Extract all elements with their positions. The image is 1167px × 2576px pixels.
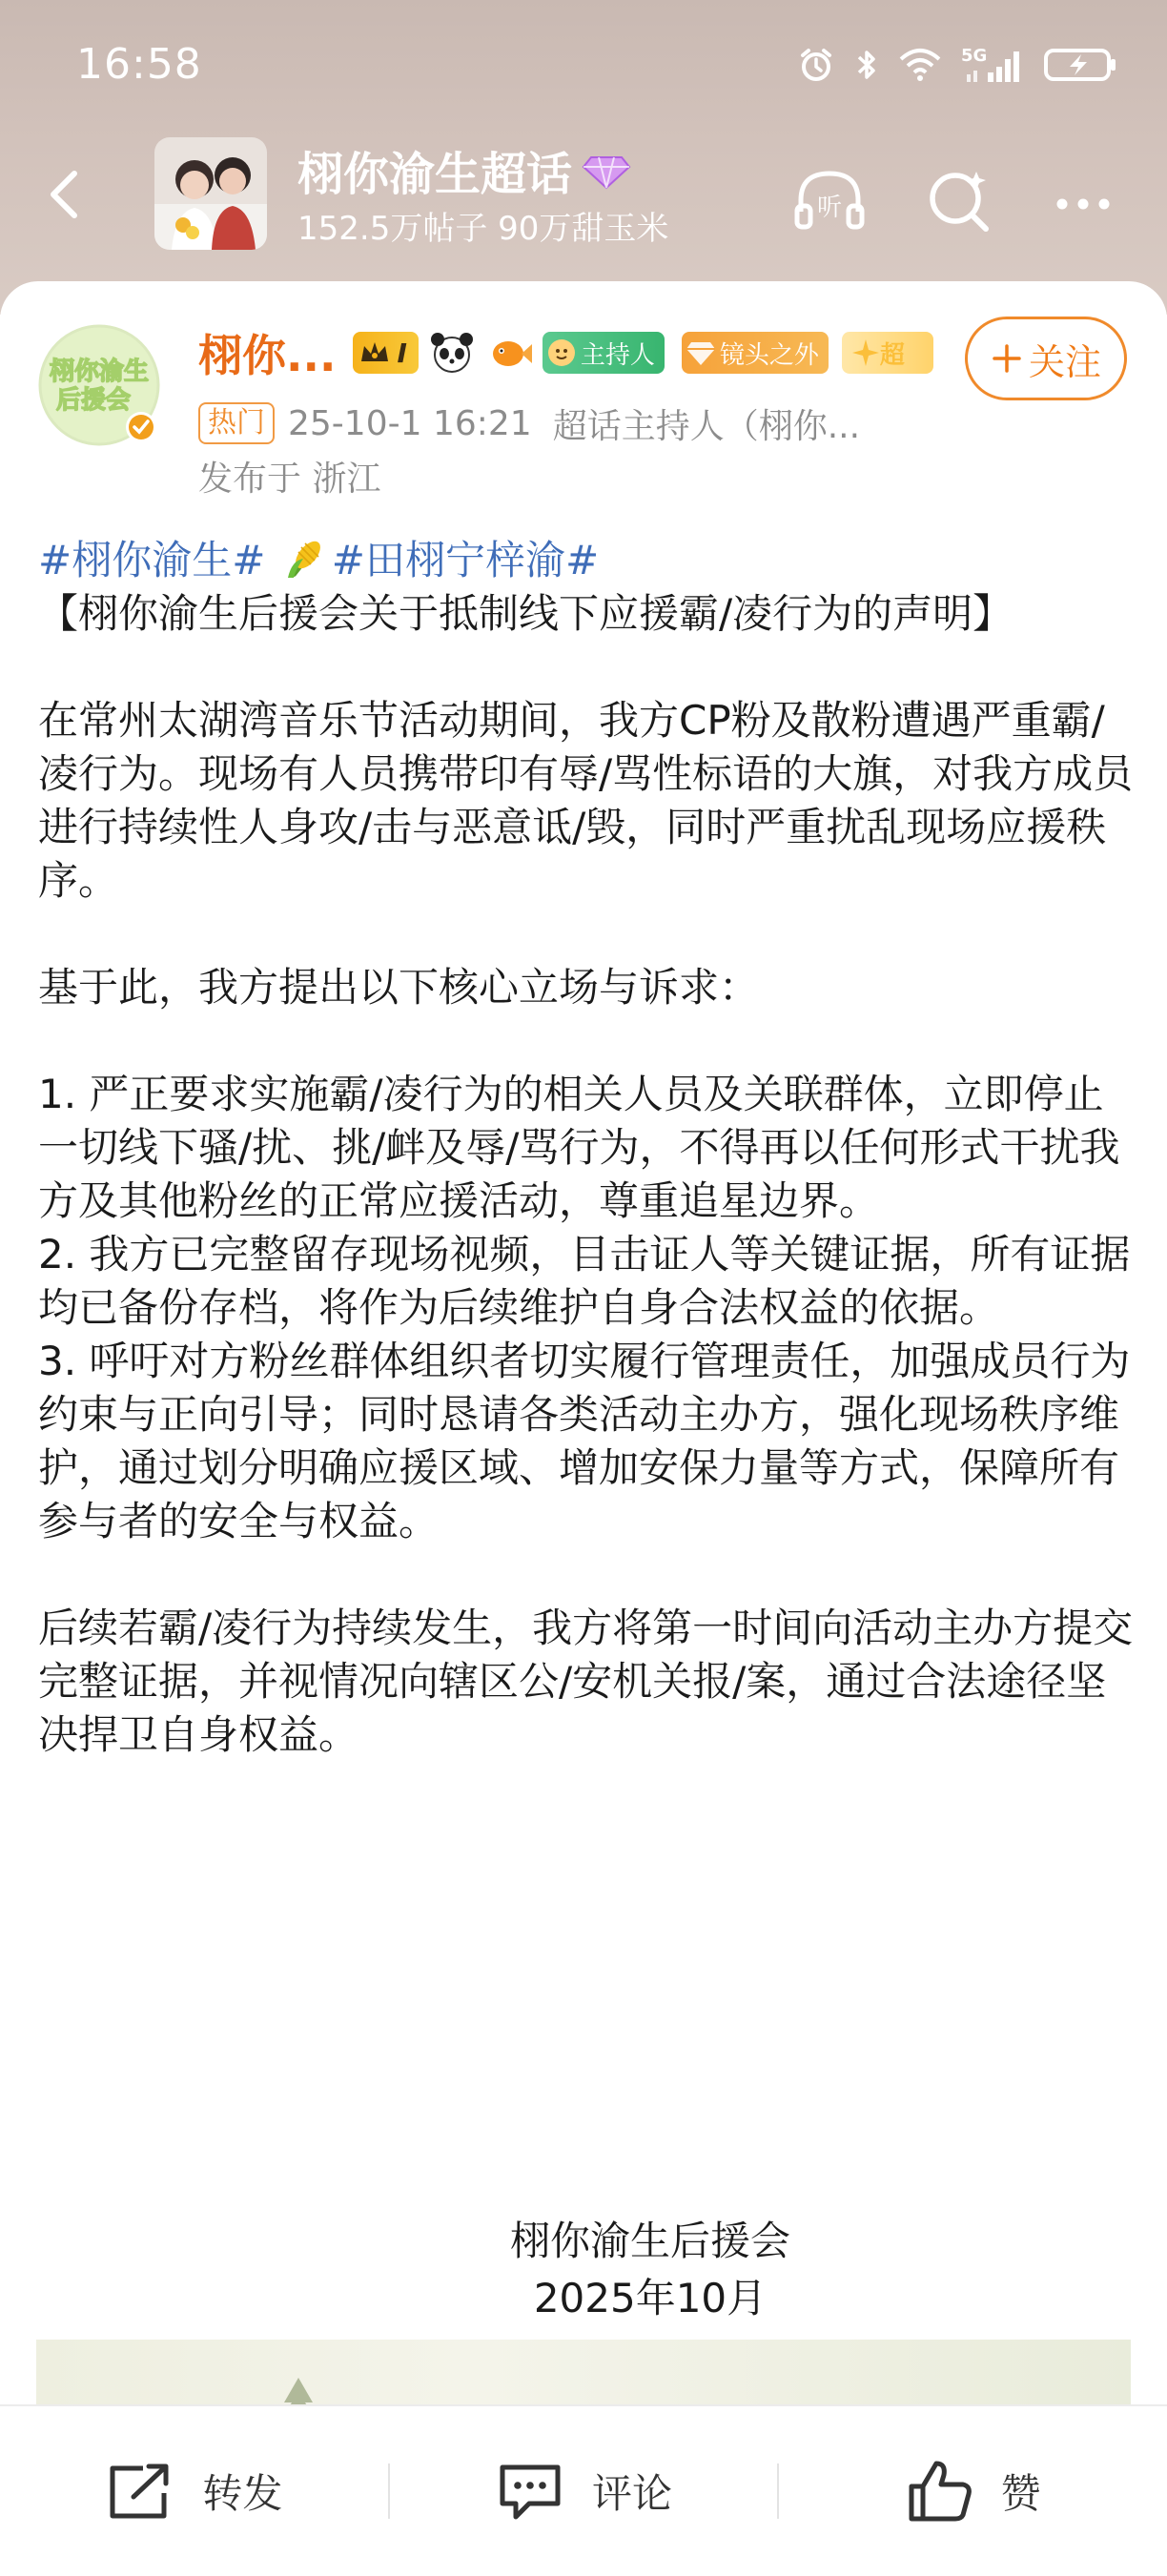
paragraph-3: 1. 严正要求实施霸/凌行为的相关人员及关联群体，立即停止一切线下骚/扰、挑/衅及辱/骂行为，不得再以任何形式干扰我方及其他粉丝的正常应援活动，尊重追星边界。 — [38, 1071, 1120, 1224]
comment-button[interactable] — [390, 2406, 778, 2576]
post-source: 超话主持人（栩你... — [552, 406, 861, 446]
goldfish-icon — [485, 331, 533, 375]
hashtag-line — [38, 534, 1135, 587]
sparkle-star-icon — [851, 338, 880, 367]
svg-text:栩你渝生: 栩你渝生 — [49, 358, 150, 386]
bottom-action-bar — [0, 2404, 1167, 2576]
host-badge[interactable] — [543, 332, 665, 374]
statement-title: 【栩你渝生后援会关于抵制线下应援霸/凌行为的声明】 — [38, 590, 1013, 637]
status-bar — [0, 0, 1167, 133]
paragraph-1: 在常州太湖湾音乐节活动期间，我方CP粉及散粉遭遇严重霸/凌行为。现场有人员携带印有辱/骂性标语的大旗，对我方成员进行持续性人身攻/击与恶意诋/毁，同时严重扰乱现场应援秩序。 — [38, 697, 1134, 904]
comment-label: 评论 — [592, 2470, 673, 2517]
paragraph-5: 3. 呼吁对方粉丝群体组织者切实履行管理责任，加强成员行为约束与正向引导；同时恳请各类活动主办方，强化现场秩序维护，通过划分明确应援区域、增加安保力量等方式，保障所有参与者的安全与权益。 — [38, 1338, 1131, 1544]
post-meta — [198, 399, 860, 448]
topic-title-text: 栩你渝生超话 — [297, 148, 573, 201]
panda-icon — [428, 331, 476, 375]
signature-org: 栩你渝生后援会 — [509, 2218, 790, 2264]
post-datetime: 25-10-1 16:21 — [288, 403, 532, 443]
signature-date: 2025年10月 — [533, 2275, 768, 2321]
search-icon[interactable] — [921, 162, 997, 238]
lens-badge[interactable] — [682, 332, 829, 374]
thumbs-up-icon — [906, 2458, 974, 2525]
wifi-icon — [898, 48, 942, 82]
listen-headphones-icon[interactable] — [791, 162, 868, 238]
host-avatar-icon — [546, 337, 577, 368]
follow-button-label: 关注 — [1028, 340, 1101, 383]
super-badge-text: 超 — [879, 340, 905, 370]
status-time: 16:58 — [76, 40, 202, 89]
share-icon — [105, 2461, 175, 2522]
host-badge-text: 主持人 — [580, 340, 655, 370]
crown-icon — [358, 338, 391, 367]
author-avatar[interactable] — [38, 324, 160, 446]
back-arrow-icon[interactable] — [34, 156, 92, 233]
post-location: 发布于 浙江 — [198, 460, 381, 499]
post-content — [38, 534, 1135, 1762]
corn-icon — [282, 536, 328, 582]
author-name[interactable]: 栩你... — [198, 330, 337, 381]
level-badge[interactable] — [353, 332, 418, 374]
lens-badge-text: 镜头之外 — [719, 340, 819, 370]
repost-label: 转发 — [202, 2470, 283, 2517]
network-type-label: 5G — [961, 46, 988, 66]
alarm-icon — [797, 46, 835, 84]
battery-charging-icon — [1043, 46, 1119, 84]
hashtag-link[interactable]: #栩你渝生# — [38, 537, 266, 583]
bluetooth-icon — [854, 46, 879, 84]
plus-icon — [991, 342, 1023, 375]
like-button[interactable] — [779, 2406, 1167, 2576]
follow-button[interactable] — [965, 317, 1127, 400]
svg-text:后援会: 后援会 — [55, 386, 132, 415]
topic-header — [0, 133, 1167, 257]
super-badge-partial[interactable] — [842, 332, 933, 374]
author-row — [198, 322, 933, 383]
svg-text:听: 听 — [816, 194, 843, 222]
like-label: 赞 — [1000, 2470, 1041, 2517]
lens-diamond-icon — [686, 338, 716, 367]
topic-title[interactable] — [297, 137, 631, 203]
topic-avatar[interactable] — [154, 137, 267, 250]
comment-bubble-icon — [495, 2460, 565, 2523]
paragraph-4: 2. 我方已完整留存现场视频，目击证人等关键证据，所有证据均已备份存档，将作为后续维护自身合法权益的依据。 — [38, 1231, 1131, 1331]
level-badge-text: I — [397, 337, 407, 369]
cellular-signal-icon — [961, 46, 1024, 84]
hot-tag: 热门 — [198, 402, 275, 444]
repost-button[interactable] — [0, 2406, 388, 2576]
more-options-icon[interactable] — [1045, 162, 1121, 238]
hashtag-link[interactable]: #田栩宁梓渝# — [331, 537, 600, 583]
status-icons — [797, 42, 1119, 88]
paragraph-2: 基于此，我方提出以下核心立场与诉求： — [38, 964, 760, 1011]
diamond-badge-icon — [582, 152, 631, 190]
paragraph-6: 后续若霸/凌行为持续发生，我方将第一时间向活动主办方提交完整证据，并视情况向辖区公/安机关报/案，通过合法途径坚决捍卫自身权益。 — [38, 1605, 1134, 1758]
topic-stats: 152.5万帖子 90万甜玉米 — [297, 210, 669, 248]
